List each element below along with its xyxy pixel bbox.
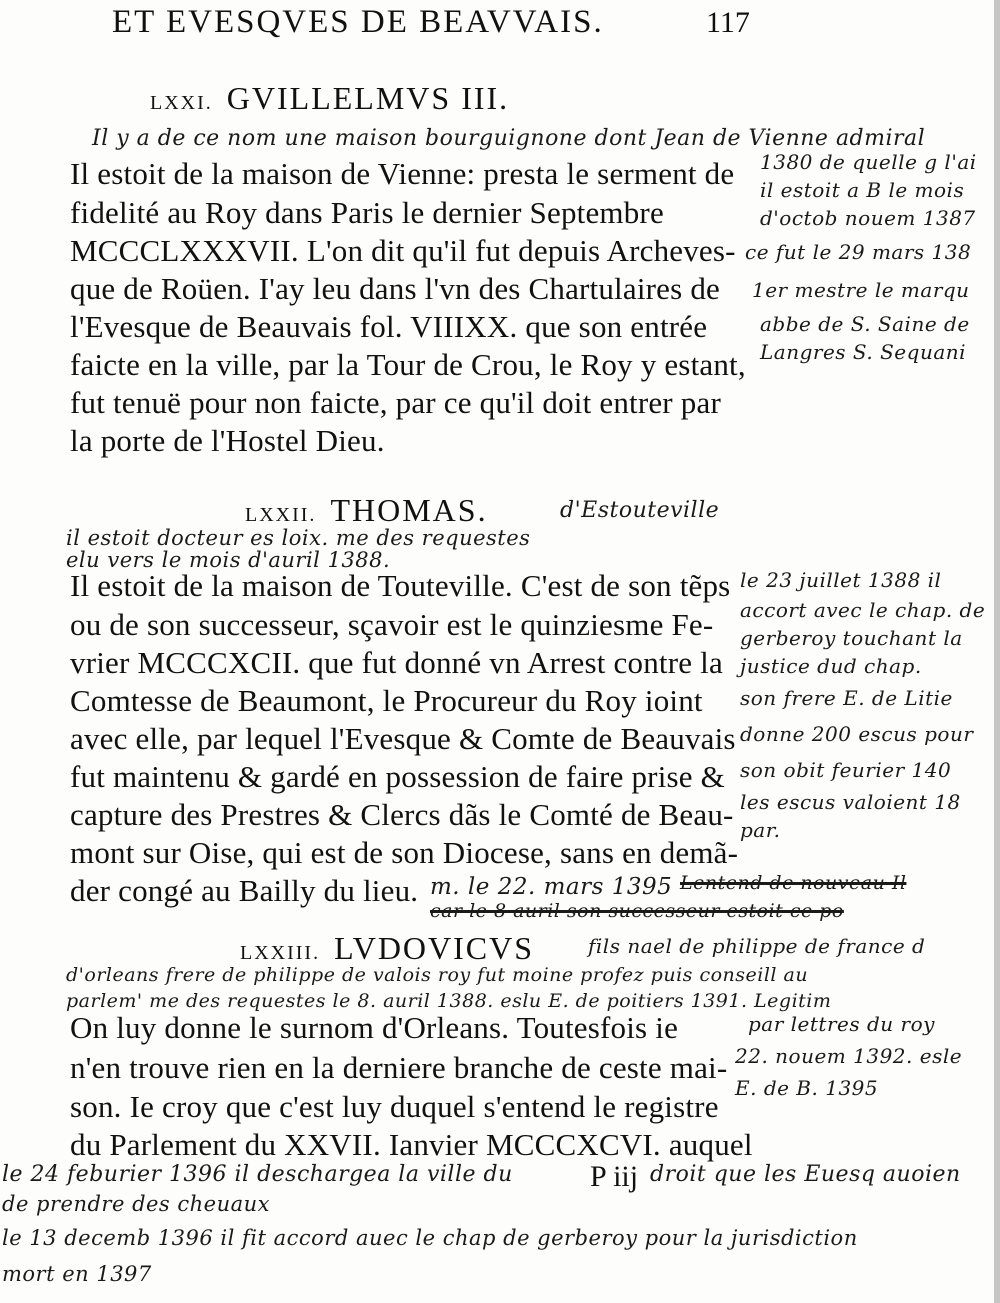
text-line: ou de son successeur, sçavoir est le quinziesme Fe- bbox=[70, 607, 714, 642]
handwritten-note: m. le 22. mars 1395 bbox=[430, 874, 673, 900]
margin-note: 22. nouem 1392. esle bbox=[735, 1044, 963, 1068]
text-line: fut tenuë pour non faicte, par ce qu'il doit entrer par bbox=[70, 385, 721, 420]
handwritten-note: d'Estouteville bbox=[560, 498, 720, 523]
handwritten-note: il estoit docteur es loix. me des requestes bbox=[66, 526, 531, 550]
text-line: MCCCLXXXVII. L'on dit qu'il fut depuis Archeves- bbox=[70, 233, 736, 268]
section-heading-71 bbox=[150, 80, 509, 117]
margin-note: donne 200 escus pour bbox=[740, 722, 974, 746]
page-number: 117 bbox=[706, 6, 750, 39]
section-numeral: LXXI. bbox=[150, 92, 213, 114]
text-line: son. Ie croy que c'est luy duquel s'entend le registre bbox=[70, 1089, 719, 1124]
handwritten-note: le 24 feburier 1396 il deschargea la ville du bbox=[2, 1162, 513, 1187]
text-line: n'en trouve rien en la derniere branche de ceste mai- bbox=[70, 1050, 728, 1085]
margin-note: son frere E. de Litie bbox=[740, 686, 953, 710]
text-line: On luy donne le surnom d'Orleans. Toutesfois ie bbox=[70, 1010, 679, 1045]
text-line: l'Evesque de Beauvais fol. VIIIXX. que son entrée bbox=[70, 309, 708, 344]
text-line: capture des Prestres & Clercs dãs le Comté de Beau- bbox=[70, 797, 734, 832]
handwritten-note: d'orleans frere de philippe de valois roy fut moine profez puis conseill au bbox=[66, 964, 809, 986]
handwritten-note: de prendre des cheuaux bbox=[2, 1192, 271, 1216]
handwritten-note: mort en 1397 bbox=[2, 1262, 152, 1286]
struck-note: car le 8 auril son successeur estoit ce po bbox=[430, 900, 844, 922]
margin-note: 1er mestre le marqu bbox=[752, 278, 970, 302]
margin-note: gerberoy touchant la bbox=[740, 626, 963, 650]
margin-note: justice dud chap. bbox=[740, 654, 922, 678]
margin-note: les escus valoient 18 bbox=[740, 790, 961, 814]
section-heading-73 bbox=[240, 930, 534, 967]
margin-note: d'octob nouem 1387 bbox=[760, 206, 976, 230]
handwritten-note: Il y a de ce nom une maison bourguignone dont Jean de Vienne admiral bbox=[92, 126, 926, 151]
margin-note: le 23 juillet 1388 il bbox=[740, 568, 942, 592]
text-line: faicte en la ville, par la Tour de Crou, le Roy y estant, bbox=[70, 347, 746, 382]
text-line: Comtesse de Beaumont, le Procureur du Roy ioint bbox=[70, 683, 703, 718]
text-line: avec elle, par lequel l'Evesque & Comte de Beauvais bbox=[70, 721, 736, 756]
text-line: der congé au Bailly du lieu. bbox=[70, 873, 419, 908]
handwritten-note: droit que les Euesq auoien bbox=[650, 1162, 961, 1187]
margin-note: 1380 de quelle g l'ai bbox=[760, 150, 977, 174]
text-line: mont sur Oise, qui est de son Diocese, sans en demã- bbox=[70, 835, 739, 870]
margin-note: par lettres du roy bbox=[748, 1012, 935, 1036]
margin-note: accort avec le chap. de bbox=[740, 598, 986, 622]
margin-note: E. de B. 1395 bbox=[735, 1076, 879, 1100]
section-heading-72 bbox=[245, 492, 488, 529]
section-name: LVDOVICVS bbox=[334, 930, 535, 966]
section-numeral: LXXII. bbox=[245, 504, 317, 526]
running-head: ET EVESQVES DE BEAVVAIS. bbox=[112, 4, 604, 40]
text-line: vrier MCCCXCII. que fut donné vn Arrest contre la bbox=[70, 645, 723, 680]
text-line: fidelité au Roy dans Paris le dernier Septembre bbox=[70, 195, 664, 230]
section-name: THOMAS. bbox=[330, 492, 488, 528]
handwritten-note: le 13 decemb 1396 il fit accord auec le chap de gerberoy pour la jurisdiction bbox=[2, 1226, 858, 1250]
signature-mark: P iij bbox=[590, 1160, 639, 1193]
margin-note: Langres S. Sequani bbox=[760, 340, 967, 364]
margin-note: par. bbox=[740, 818, 781, 842]
section-numeral: LXXIII. bbox=[240, 942, 321, 964]
text-line: fut maintenu & gardé en possession de faire prise & bbox=[70, 759, 725, 794]
margin-note: abbe de S. Saine de bbox=[760, 312, 970, 336]
page-edge-shadow bbox=[994, 0, 1000, 1303]
section-name: GVILLELMVS III. bbox=[226, 80, 510, 116]
handwritten-note: fils nael de philippe de france d bbox=[588, 934, 926, 958]
margin-note: son obit feurier 140 bbox=[740, 758, 952, 782]
text-line: du Parlement du XXVII. Ianvier MCCCXCVI. auquel bbox=[70, 1127, 753, 1162]
text-line: que de Roüen. I'ay leu dans l'vn des Chartulaires de bbox=[70, 271, 721, 306]
text-line: Il estoit de la maison de Touteville. C'est de son tẽps bbox=[70, 568, 731, 603]
margin-note: il estoit a B le mois bbox=[760, 178, 965, 202]
text-line: la porte de l'Hostel Dieu. bbox=[70, 423, 385, 458]
handwritten-note: parlem' me des requestes le 8. auril 1388. eslu E. de poitiers 1391. Legitim bbox=[66, 990, 832, 1012]
text-line: Il estoit de la maison de Vienne: presta le serment de bbox=[70, 156, 735, 191]
margin-note: ce fut le 29 mars 138 bbox=[745, 240, 972, 264]
struck-note: Lentend de nouveau Il bbox=[680, 872, 907, 894]
handwritten-note: elu vers le mois d'auril 1388. bbox=[66, 548, 391, 572]
